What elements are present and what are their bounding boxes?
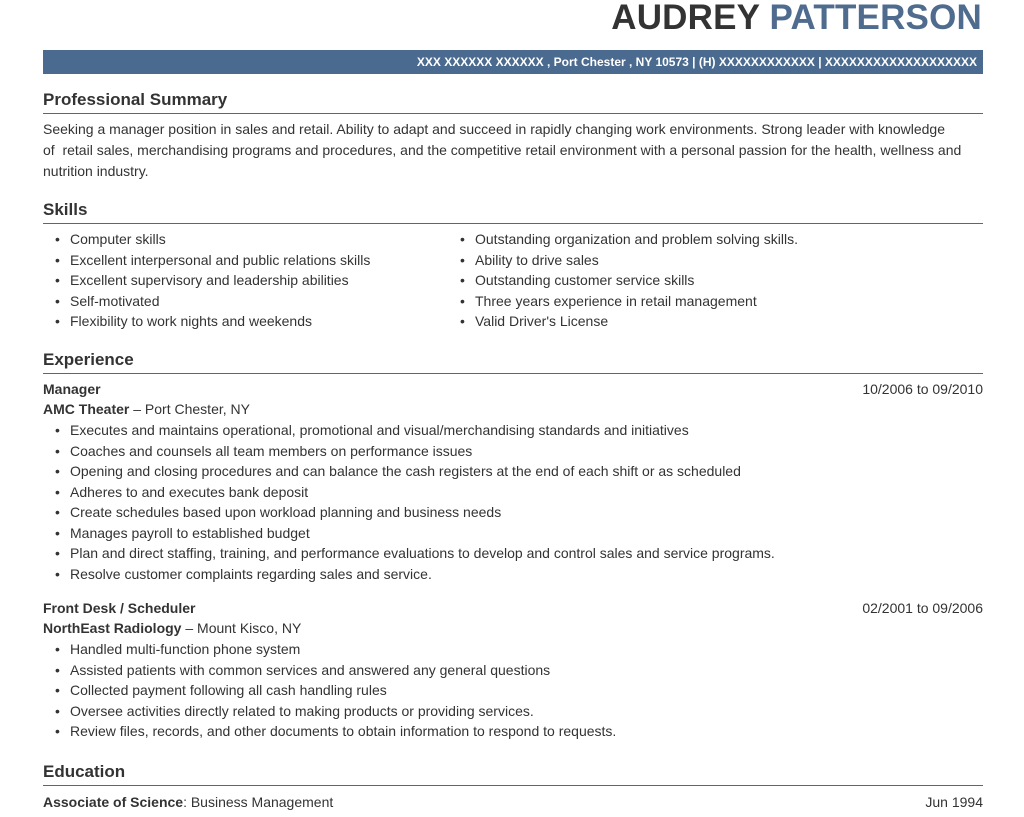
- skill-item: • Excellent supervisory and leadership abilities: [43, 270, 448, 291]
- summary-line: nutrition industry.: [43, 163, 149, 179]
- education-degree: [43, 792, 333, 812]
- section-title: Experience: [43, 350, 983, 374]
- skill-item: • Self-motivated: [43, 291, 448, 312]
- degree-field: : Business Management: [183, 794, 334, 810]
- skills-list-left: [43, 229, 448, 332]
- job-entry: [43, 379, 983, 584]
- skills-section: [43, 200, 983, 332]
- job-title: Manager: [43, 381, 101, 397]
- job-bullet: • Handled multi-function phone system: [43, 639, 983, 660]
- section-title: Education: [43, 762, 983, 786]
- job-entry: [43, 598, 983, 742]
- job-company: [43, 399, 983, 420]
- job-bullet: • Review files, records, and other documents to obtain information to respond to requests.: [43, 721, 983, 742]
- first-name: AUDREY: [611, 0, 760, 37]
- education-section: [43, 762, 983, 812]
- summary-line: Seeking a manager position in sales and retail. Ability to adapt and succeed in rapidly changing work environments. Strong leader with knowledge: [43, 121, 945, 137]
- job-bullet: • Opening and closing procedures and can balance the cash registers at the end of each shift or as scheduled: [43, 461, 983, 482]
- skill-item: • Outstanding customer service skills: [448, 270, 853, 291]
- candidate-name: [611, 0, 982, 38]
- skill-item: • Excellent interpersonal and public relations skills: [43, 250, 448, 271]
- job-bullet: • Executes and maintains operational, promotional and visual/merchandising standards and initiatives: [43, 420, 983, 441]
- skill-item: • Three years experience in retail management: [448, 291, 853, 312]
- skill-item: • Computer skills: [43, 229, 448, 250]
- job-bullet: • Resolve customer complaints regarding sales and service.: [43, 564, 983, 585]
- section-title: Professional Summary: [43, 90, 983, 114]
- job-bullets: [43, 639, 983, 742]
- job-bullet: • Assisted patients with common services and answered any general questions: [43, 660, 983, 681]
- job-header: [43, 379, 983, 399]
- summary-text: [43, 119, 983, 182]
- skill-item: • Outstanding organization and problem solving skills.: [448, 229, 853, 250]
- contact-bar: XXX XXXXXX XXXXXX , Port Chester , NY 10573 | (H) XXXXXXXXXXXX | XXXXXXXXXXXXXXXXXXX: [43, 50, 983, 74]
- education-date: Jun 1994: [925, 794, 983, 810]
- education-entry: [43, 792, 983, 812]
- job-bullet: • Oversee activities directly related to making products or providing services.: [43, 701, 983, 722]
- job-bullet: • Collected payment following all cash handling rules: [43, 680, 983, 701]
- skills-list-right: [448, 229, 853, 332]
- company-location: – Mount Kisco, NY: [181, 620, 302, 636]
- job-dates: 02/2001 to 09/2006: [862, 600, 983, 616]
- summary-line: of retail sales, merchandising programs and procedures, and the competitive retail environment with a personal passion for the health, wellness and: [43, 142, 962, 158]
- company-location: – Port Chester, NY: [129, 401, 250, 417]
- skills-columns: [43, 229, 983, 332]
- company-name: AMC Theater: [43, 401, 130, 417]
- job-title: Front Desk / Scheduler: [43, 600, 196, 616]
- job-bullet: • Manages payroll to established budget: [43, 523, 983, 544]
- experience-section: [43, 350, 983, 742]
- job-bullet: • Coaches and counsels all team members on performance issues: [43, 441, 983, 462]
- job-header: [43, 598, 983, 618]
- section-title: Skills: [43, 200, 983, 224]
- skill-item: • Valid Driver's License: [448, 311, 853, 332]
- job-bullet: • Create schedules based upon workload planning and business needs: [43, 502, 983, 523]
- degree-name: Associate of Science: [43, 794, 184, 810]
- skill-item: • Flexibility to work nights and weekends: [43, 311, 448, 332]
- last-name: PATTERSON: [769, 0, 982, 37]
- professional-summary-section: [43, 90, 983, 182]
- skill-item: • Ability to drive sales: [448, 250, 853, 271]
- job-dates: 10/2006 to 09/2010: [862, 381, 983, 397]
- job-bullet: • Adheres to and executes bank deposit: [43, 482, 983, 503]
- job-company: [43, 618, 983, 639]
- company-name: NorthEast Radiology: [43, 620, 182, 636]
- job-bullet: • Plan and direct staffing, training, and performance evaluations to develop and control sales and service programs.: [43, 543, 983, 564]
- job-bullets: [43, 420, 983, 584]
